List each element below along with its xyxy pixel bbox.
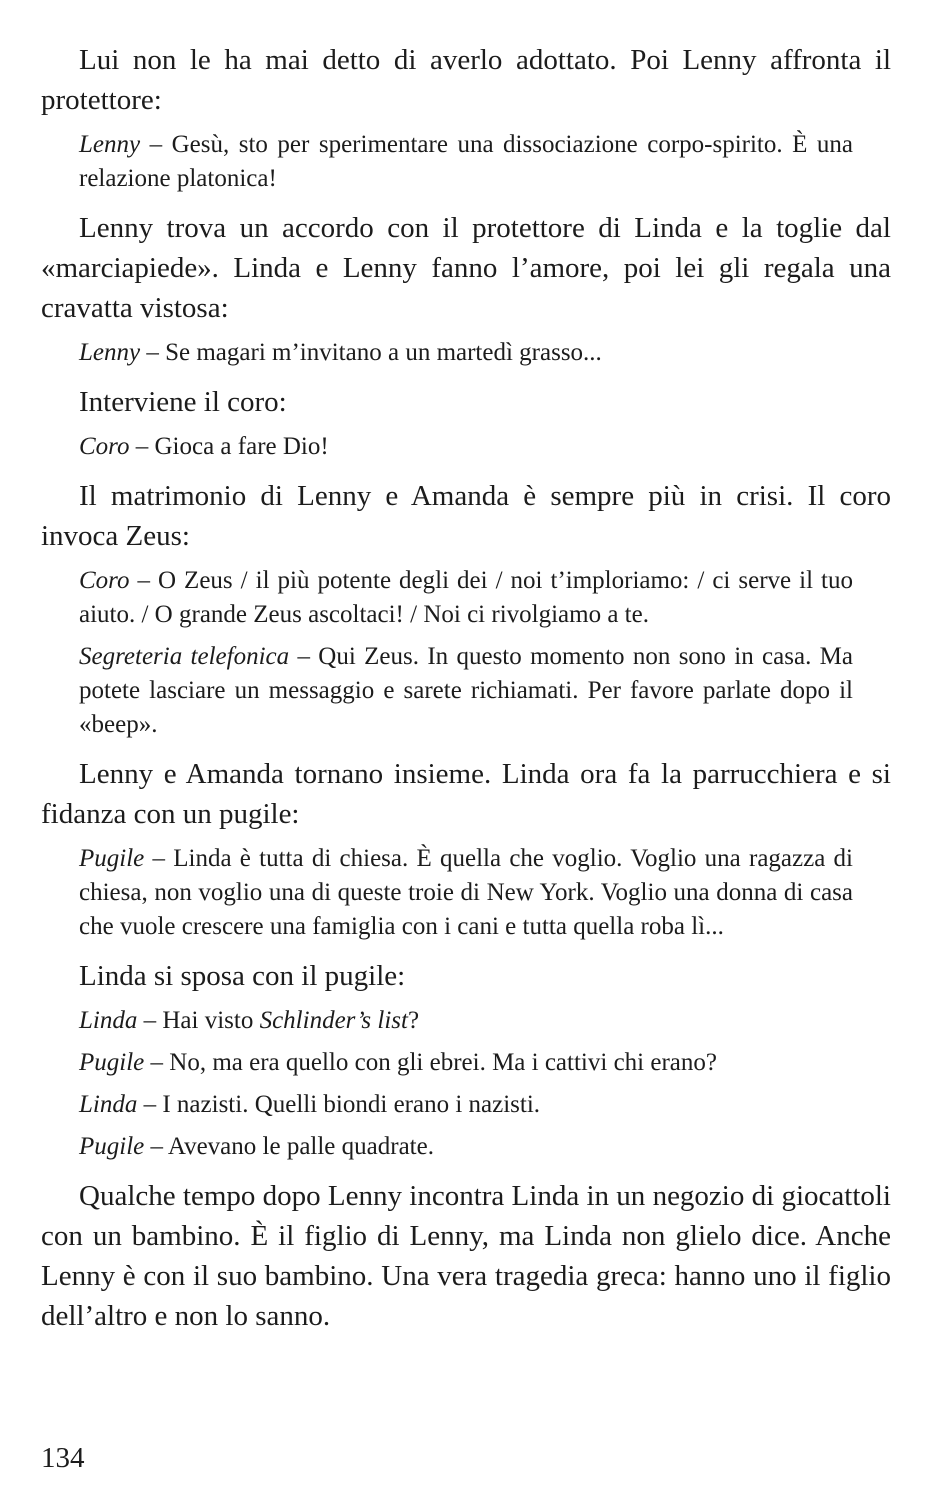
- dialogue-line: [79, 336, 853, 370]
- speaker-name: Coro: [79, 567, 130, 594]
- dialogue-line: [79, 128, 853, 196]
- paragraph: Lenny e Amanda tornano insieme. Linda ora fa la parrucchiera e si fidanza con un pugile:: [41, 758, 891, 830]
- dialogue-text: – O Zeus / il più potente degli dei / noi t’imploriamo: / ci serve il tuo aiuto. / O grande Zeus ascoltaci! / Noi ci rivolgiamo a te.: [79, 567, 853, 628]
- film-title: Schlinder’s list: [259, 1007, 408, 1034]
- paragraph: Interviene il coro:: [79, 386, 287, 418]
- dialogue-text: – Se magari m’invitano a un martedì grasso...: [140, 339, 602, 366]
- dialogue-line: [79, 1046, 853, 1080]
- dialogue-text: – I nazisti. Quelli biondi erano i nazisti.: [137, 1091, 541, 1118]
- speaker-name: Linda: [79, 1007, 138, 1034]
- dialogue-text: ?: [407, 1007, 420, 1034]
- paragraph: Qualche tempo dopo Lenny incontra Linda in un negozio di giocattoli con un bambino. È il figlio di Lenny, ma Linda non glielo dice. Anche Lenny è con il suo bambino. Una vera tragedia greca: hanno uno il figlio dell’altro e non lo sanno.: [41, 1180, 891, 1332]
- speaker-name: Segreteria telefonica: [79, 643, 290, 670]
- speaker-name: Coro: [79, 433, 130, 460]
- paragraph: Linda si sposa con il pugile:: [79, 960, 406, 992]
- dialogue-text: – Qui Zeus. In questo momento non sono in casa. Ma potete lasciare un messaggio e sarete richiamati. Per favore parlate dopo il «beep».: [79, 643, 853, 738]
- speaker-name: Pugile: [79, 845, 145, 872]
- dialogue-line: [79, 1088, 853, 1122]
- dialogue-line: [79, 1130, 853, 1164]
- speaker-name: Lenny: [79, 131, 141, 158]
- paragraph: Lui non le ha mai detto di averlo adottato. Poi Lenny affronta il protettore:: [41, 44, 891, 116]
- speaker-name: Pugile: [79, 1049, 145, 1076]
- dialogue-line: [79, 640, 853, 742]
- dialogue-line: [79, 430, 853, 464]
- dialogue-text: – Avevano le palle quadrate.: [144, 1133, 434, 1160]
- dialogue-line: [79, 1004, 853, 1038]
- dialogue-text: – Gesù, sto per sperimentare una dissociazione corpo-spirito. È una relazione platonica!: [79, 131, 853, 192]
- dialogue-text: – Gioca a fare Dio!: [129, 433, 329, 460]
- dialogue-line: [79, 842, 853, 944]
- speaker-name: Pugile: [79, 1133, 145, 1160]
- paragraph: Lenny trova un accordo con il protettore di Linda e la toglie dal «marciapiede». Linda e Lenny fanno l’amore, poi lei gli regala una cravatta vistosa:: [41, 212, 891, 324]
- page-number: 134: [41, 1442, 85, 1474]
- speaker-name: Linda: [79, 1091, 138, 1118]
- paragraph: Il matrimonio di Lenny e Amanda è sempre più in crisi. Il coro invoca Zeus:: [41, 480, 891, 552]
- dialogue-line: [79, 564, 853, 632]
- dialogue-text: – Linda è tutta di chiesa. È quella che voglio. Voglio una ragazza di chiesa, non voglio una di queste troie di New York. Voglio una donna di casa che vuole crescere una famiglia con i cani e tutta quella roba lì...: [79, 845, 853, 940]
- page-body: [41, 40, 891, 1336]
- speaker-name: Lenny: [79, 339, 141, 366]
- dialogue-text: – No, ma era quello con gli ebrei. Ma i cattivi chi erano?: [144, 1049, 717, 1076]
- dialogue-text: – Hai visto: [137, 1007, 260, 1034]
